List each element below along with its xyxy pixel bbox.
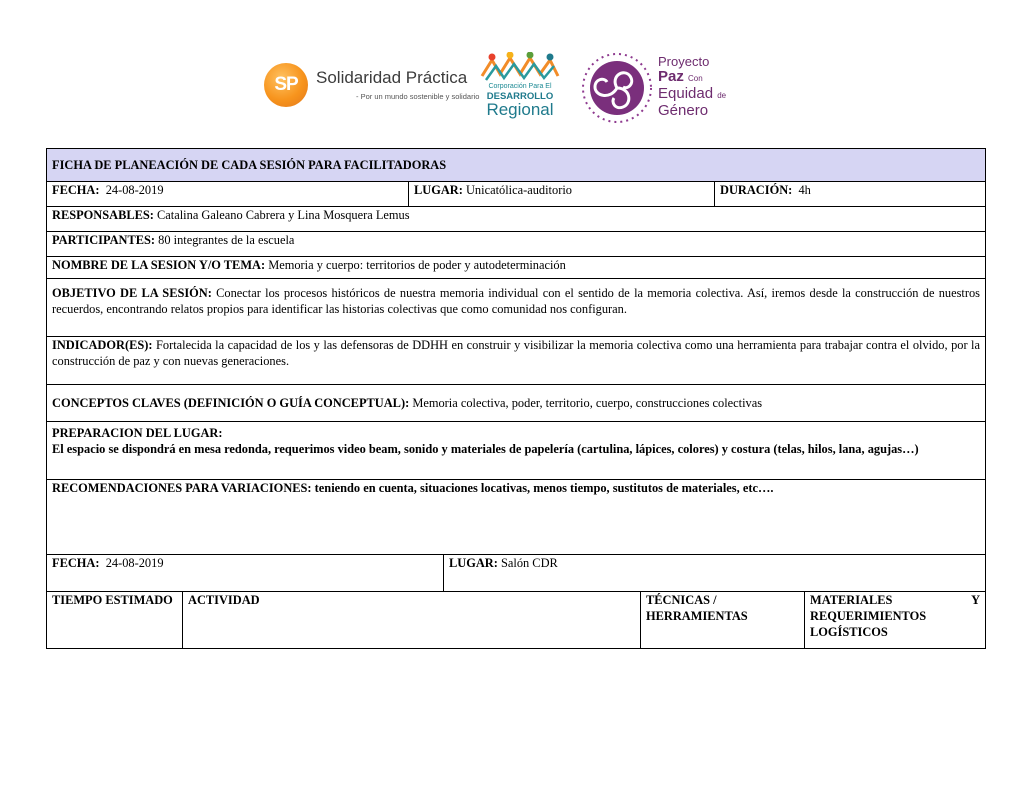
objetivo-cell [47, 279, 986, 337]
objetivo-label: OBJETIVO DE LA SESIÓN: [52, 286, 212, 300]
lugar-value: Unicatólica-auditorio [465, 183, 572, 197]
responsables-label: RESPONSABLES: [52, 208, 154, 222]
indicador-label: INDICADOR(ES): [52, 338, 153, 352]
paz-line4: Género [658, 102, 709, 119]
col-materiales-b: REQUERIMIENTOS LOGÍSTICOS [810, 609, 927, 639]
proyecto-paz-logo [580, 52, 750, 124]
duracion-cell [715, 182, 986, 207]
participantes-label: PARTICIPANTES: [52, 233, 156, 247]
paz-line3: Equidad [658, 85, 714, 102]
lugar2-value: Salón CDR [500, 556, 558, 570]
solidaridad-practica-logo [264, 63, 480, 109]
objetivo-row [47, 279, 986, 337]
fecha-value: 24-08-2019 [105, 183, 164, 197]
responsables-row [47, 207, 986, 232]
cdr-line3: Regional [486, 100, 554, 119]
indicador-value: Fortalecida la capacidad de los y las defensoras de DDHH en construir y visibilizar la memoria colectiva como una herramienta para trabajar contra el olvido, por la construcción de paz y con nuevas generaciones. [52, 338, 980, 368]
col-materiales [805, 592, 986, 649]
conceptos-row [47, 385, 986, 422]
fecha-cell [47, 182, 409, 207]
lugar2-label: LUGAR: [449, 556, 498, 570]
tema-value: Memoria y cuerpo: territorios de poder y autodeterminación [268, 258, 566, 272]
logo-row [0, 50, 1024, 125]
sp-name: Solidaridad Práctica [316, 68, 468, 87]
fecha-label: FECHA: [52, 183, 100, 197]
participantes-value: 80 integrantes de la escuela [158, 233, 295, 247]
preparacion-cell [47, 422, 986, 480]
lugar-cell [409, 182, 715, 207]
sp-initials: SP [264, 63, 308, 107]
col-materiales-y: Y [971, 593, 981, 607]
participantes-cell [47, 232, 986, 257]
responsables-cell [47, 207, 986, 232]
preparacion-value: El espacio se dispondrá en mesa redonda, requerimos video beam, sonido y materiales de papelería (cartulina, lápices, colores) y costura (telas, hilos, lana, agujas…) [52, 442, 919, 456]
tema-cell [47, 257, 986, 279]
fecha2-label: FECHA: [52, 556, 100, 570]
paz-line2-small: Con [688, 74, 703, 83]
form-title-row [47, 149, 986, 182]
activity-header-row [47, 592, 986, 649]
preparacion-row [47, 422, 986, 480]
paz-line1: Proyecto [658, 54, 710, 69]
paz-line2: Paz [658, 68, 684, 85]
cdr-line1: Corporación Para El [488, 83, 552, 90]
col-tiempo-estimado: TIEMPO ESTIMADO [47, 592, 183, 649]
fecha-lugar-row-2 [47, 555, 986, 592]
col-materiales-a: MATERIALES [810, 593, 893, 607]
cdr-people-icon [478, 52, 562, 84]
duracion-value: 4h [798, 183, 811, 197]
fecha2-value: 24-08-2019 [105, 556, 164, 570]
participantes-row [47, 232, 986, 257]
triskelion-icon [580, 52, 654, 124]
indicador-row [47, 337, 986, 385]
duracion-label: DURACIÓN: [720, 183, 793, 197]
recomendaciones-row [47, 480, 986, 555]
tema-row [47, 257, 986, 279]
conceptos-value: Memoria colectiva, poder, territorio, cuerpo, construcciones colectivas [412, 396, 763, 410]
form-title: FICHA DE PLANEACIÓN DE CADA SESIÓN PARA FACILITADORAS [47, 149, 986, 182]
col-actividad: ACTIVIDAD [183, 592, 641, 649]
lugar-label: LUGAR: [414, 183, 463, 197]
recomendaciones-value: teniendo en cuenta, situaciones locativas, menos tiempo, sustitutos de materiales, etc…. [314, 481, 774, 495]
tema-label: NOMBRE DE LA SESION Y/O TEMA: [52, 258, 266, 272]
cdr-line2: DESARROLLO [486, 91, 554, 102]
fecha-lugar-duracion-row [47, 182, 986, 207]
conceptos-label: CONCEPTOS CLAVES (DEFINICIÓN O GUÍA CONCEPTUAL): [52, 396, 410, 410]
sp-tagline: - Por un mundo sostenible y solidario [356, 92, 480, 101]
responsables-value: Catalina Galeano Cabrera y Lina Mosquera Lemus [157, 208, 410, 222]
cdr-logo [474, 50, 564, 125]
recomendaciones-label: RECOMENDACIONES PARA VARIACIONES: [52, 481, 312, 495]
fecha2-cell [47, 555, 444, 592]
session-planning-form [46, 148, 986, 649]
col-tecnicas-herramientas: TÉCNICAS / HERRAMIENTAS [641, 592, 805, 649]
indicador-cell [47, 337, 986, 385]
preparacion-label: PREPARACION DEL LUGAR: [52, 426, 223, 440]
paz-line3-small: de [717, 91, 727, 100]
objetivo-value: Conectar los procesos históricos de nuestra memoria individual con el sentido de la memoria colectiva. Así, iremos desde la construcción de nuestros recuerdos, encontrando relatos propios para identificar las historias colectivas que como comunidad nos configuran. [52, 286, 981, 316]
recomendaciones-cell [47, 480, 986, 555]
col-materiales-top [810, 592, 980, 608]
paz-text [658, 54, 726, 118]
conceptos-cell [47, 385, 986, 422]
lugar2-cell [444, 555, 986, 592]
